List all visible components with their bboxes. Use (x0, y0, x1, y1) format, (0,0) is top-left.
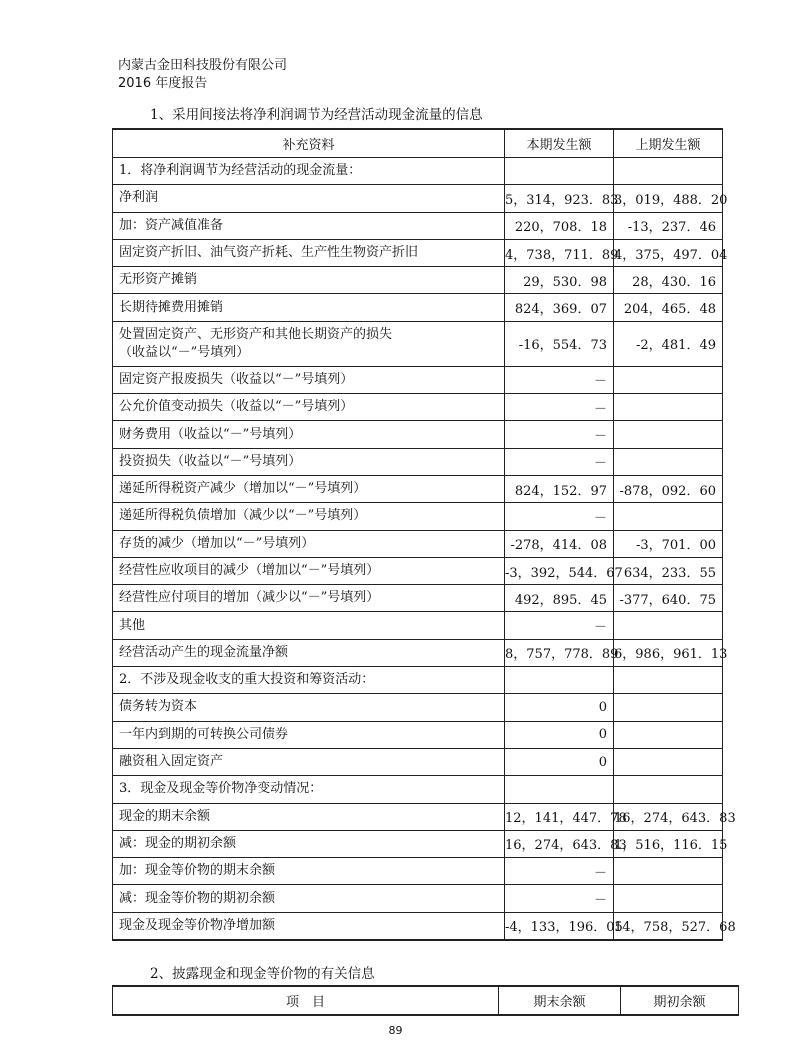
table-header-row (113, 986, 739, 1015)
row-previous-amount (614, 394, 723, 421)
row-previous-amount: -13，237．46 (614, 212, 723, 239)
report-title: 2016 年度报告 (118, 76, 208, 91)
row-item-label (113, 239, 505, 266)
row-item-label (113, 475, 505, 502)
row-previous-amount (614, 858, 723, 885)
row-item-label (113, 530, 505, 557)
table-row (113, 830, 723, 857)
row-current-amount: 0 (505, 748, 614, 775)
row-previous-amount (614, 667, 723, 694)
row-current-amount: 824，369．07 (505, 294, 614, 321)
row-item-text: 长期待摊费用摊销 (119, 299, 224, 315)
table-row (113, 776, 723, 803)
table-row (113, 639, 723, 666)
table-row (113, 721, 723, 748)
row-item-label (113, 803, 505, 830)
row-item-text: 其他 (119, 617, 146, 633)
row-current-amount: 29，530．98 (505, 267, 614, 294)
row-previous-amount (614, 776, 723, 803)
row-previous-amount: 204，465．48 (614, 294, 723, 321)
table-row (113, 885, 723, 912)
row-previous-amount (614, 694, 723, 721)
row-item-label (113, 612, 505, 639)
row-previous-amount (614, 503, 723, 530)
cash-equivalents-table (112, 985, 739, 1016)
row-item-label (113, 667, 505, 694)
row-item-text: 经营活动产生的现金流量净额 (119, 644, 289, 660)
row-current-amount: 12，141，447．78 (505, 803, 614, 830)
row-item-label (113, 421, 505, 448)
section2-title: 2、披露现金和现金等价物的有关信息 (150, 966, 375, 982)
row-item-text: 债务转为资本 (119, 699, 198, 715)
row-previous-amount: 6，986，961．13 (614, 639, 723, 666)
row-current-amount: － (505, 612, 614, 639)
row-item-label (113, 212, 505, 239)
row-current-amount: － (505, 885, 614, 912)
row-item-text: 2．不涉及现金收支的重大投资和筹资活动： (119, 672, 375, 688)
row-item-text: 现金的期末余额 (119, 808, 211, 824)
table-row (113, 803, 723, 830)
table-row (113, 267, 723, 294)
row-item-text: 投资损失（收益以“－”号填列） (119, 453, 302, 469)
row-item-text: 经营性应付项目的增加（减少以“－”号填列） (119, 590, 380, 606)
table-row (113, 858, 723, 885)
row-item-label (113, 721, 505, 748)
row-item-label (113, 448, 505, 475)
row-previous-amount: -377，640．75 (614, 585, 723, 612)
row-item-text: 公允价值变动损失（收益以“－”号填列） (119, 399, 354, 415)
cashflow-reconciliation-table (112, 128, 736, 941)
table-row (113, 394, 723, 421)
row-current-amount: 0 (505, 721, 614, 748)
row-item-label (113, 885, 505, 912)
row-current-amount: 8，757，778．89 (505, 639, 614, 666)
table-row (113, 612, 723, 639)
row-item-text: 现金及现金等价物净增加额 (119, 917, 276, 933)
row-item-label (113, 694, 505, 721)
row-item-label (113, 394, 505, 421)
row-item-label (113, 321, 505, 366)
row-item-text: 存货的减少（增加以“－”号填列） (119, 535, 315, 551)
table-row (113, 585, 723, 612)
row-previous-amount: 16，274，643．83 (614, 803, 723, 830)
table-row (113, 366, 723, 393)
row-item-label (113, 557, 505, 584)
row-current-amount: － (505, 366, 614, 393)
row-previous-amount (614, 421, 723, 448)
row-item-label (113, 912, 505, 939)
table-row (113, 694, 723, 721)
row-current-amount: － (505, 394, 614, 421)
row-current-amount: -16，554．73 (505, 321, 614, 366)
row-item-label (113, 639, 505, 666)
table-row (113, 912, 723, 939)
row-previous-amount: 634，233．55 (614, 557, 723, 584)
table-row (113, 212, 723, 239)
row-previous-amount (614, 885, 723, 912)
row-item-text: 1．将净利润调节为经营活动的现金流量： (119, 163, 362, 179)
row-previous-amount: -3，701．00 (614, 530, 723, 557)
row-current-amount: -3，392，544．67 (505, 557, 614, 584)
row-current-amount: -4，133，196．05 (505, 912, 614, 939)
row-current-amount (505, 667, 614, 694)
row-item-label (113, 858, 505, 885)
row-item-text: 3．现金及现金等价物净变动情况： (119, 781, 323, 797)
row-current-amount: -278，414．08 (505, 530, 614, 557)
row-item-text: 递延所得税资产减少（增加以“－”号填列） (119, 481, 367, 497)
row-item-text: 减：现金等价物的期初余额 (119, 890, 276, 906)
col-header-end-balance: 期末余额 (499, 986, 621, 1015)
row-item-text: 经营性应收项目的减少（增加以“－”号填列） (119, 563, 380, 578)
row-item-text: 加：资产减值准备 (119, 217, 224, 233)
row-item-label (113, 267, 505, 294)
row-current-amount: 220，708．18 (505, 212, 614, 239)
table-row (113, 475, 723, 502)
row-item-text: 融资租入固定资产 (119, 754, 224, 770)
table-row (113, 294, 723, 321)
col-header-current: 本期发生额 (505, 129, 614, 158)
table-row (113, 448, 723, 475)
table-row (113, 239, 723, 266)
row-item-text: 净利润 (119, 190, 159, 206)
row-current-amount: － (505, 858, 614, 885)
row-current-amount (505, 158, 614, 185)
row-previous-amount (614, 612, 723, 639)
row-previous-amount: -878，092．60 (614, 475, 723, 502)
row-item-label (113, 185, 505, 212)
row-previous-amount (614, 448, 723, 475)
row-item-label (113, 748, 505, 775)
col-header-previous: 上期发生额 (614, 129, 723, 158)
col-header-begin-balance: 期初余额 (621, 986, 739, 1015)
table-row (113, 503, 723, 530)
table-row (113, 321, 723, 366)
row-current-amount (505, 776, 614, 803)
row-previous-amount (614, 366, 723, 393)
company-name: 内蒙古金田科技股份有限公司 (118, 58, 288, 73)
row-item-text: 固定资产报废损失（收益以“－”号填列） (119, 371, 354, 387)
table-row (113, 421, 723, 448)
col-header-item: 补充资料 (113, 129, 505, 158)
row-previous-amount (614, 748, 723, 775)
row-item-text: 减：现金的期初余额 (119, 835, 237, 851)
section1-title: 1、采用间接法将净利润调节为经营活动现金流量的信息 (150, 107, 483, 123)
row-item-text-cont: （收益以“－”号填列） (119, 344, 250, 360)
table-row (113, 667, 723, 694)
row-current-amount: 824，152．97 (505, 475, 614, 502)
row-item-text: 递延所得税负债增加（减少以“－”号填列） (119, 508, 367, 524)
row-current-amount: 16，274，643．83 (505, 830, 614, 857)
row-previous-amount: 4，375，497．04 (614, 239, 723, 266)
row-item-label (113, 158, 505, 185)
row-previous-amount (614, 721, 723, 748)
row-item-label (113, 366, 505, 393)
row-item-text: 加：现金等价物的期末余额 (119, 863, 276, 879)
table-row (113, 158, 723, 185)
row-previous-amount (614, 158, 723, 185)
row-current-amount: 492，895．45 (505, 585, 614, 612)
page-number: 89 (388, 1024, 403, 1037)
table-row (113, 530, 723, 557)
table-row (113, 557, 723, 584)
row-previous-amount: 14，758，527．68 (614, 912, 723, 939)
row-item-label (113, 585, 505, 612)
table-header-row (113, 129, 723, 158)
row-current-amount: － (505, 503, 614, 530)
col-header-item: 项 目 (113, 986, 499, 1015)
row-item-text: 无形资产摊销 (119, 272, 198, 288)
row-current-amount: 4，738，711．89 (505, 239, 614, 266)
row-previous-amount: 3，019，488．20 (614, 185, 723, 212)
row-current-amount: 5，314，923．83 (505, 185, 614, 212)
row-item-label (113, 503, 505, 530)
row-current-amount: － (505, 448, 614, 475)
row-previous-amount: -2，481．49 (614, 321, 723, 366)
row-current-amount: 0 (505, 694, 614, 721)
row-item-text: 财务费用（收益以“－”号填列） (119, 426, 302, 442)
row-item-text: 固定资产折旧、油气资产折耗、生产性生物资产折旧 (119, 245, 419, 261)
row-previous-amount: 1，516，116．15 (614, 830, 723, 857)
row-item-label (113, 294, 505, 321)
table-row (113, 185, 723, 212)
row-current-amount: － (505, 421, 614, 448)
row-item-text: 处置固定资产、无形资产和其他长期资产的损失 (119, 326, 393, 342)
row-item-text: 一年内到期的可转换公司债券 (119, 726, 289, 742)
table-row (113, 748, 723, 775)
row-item-label (113, 776, 505, 803)
row-item-label (113, 830, 505, 857)
row-previous-amount: 28，430．16 (614, 267, 723, 294)
